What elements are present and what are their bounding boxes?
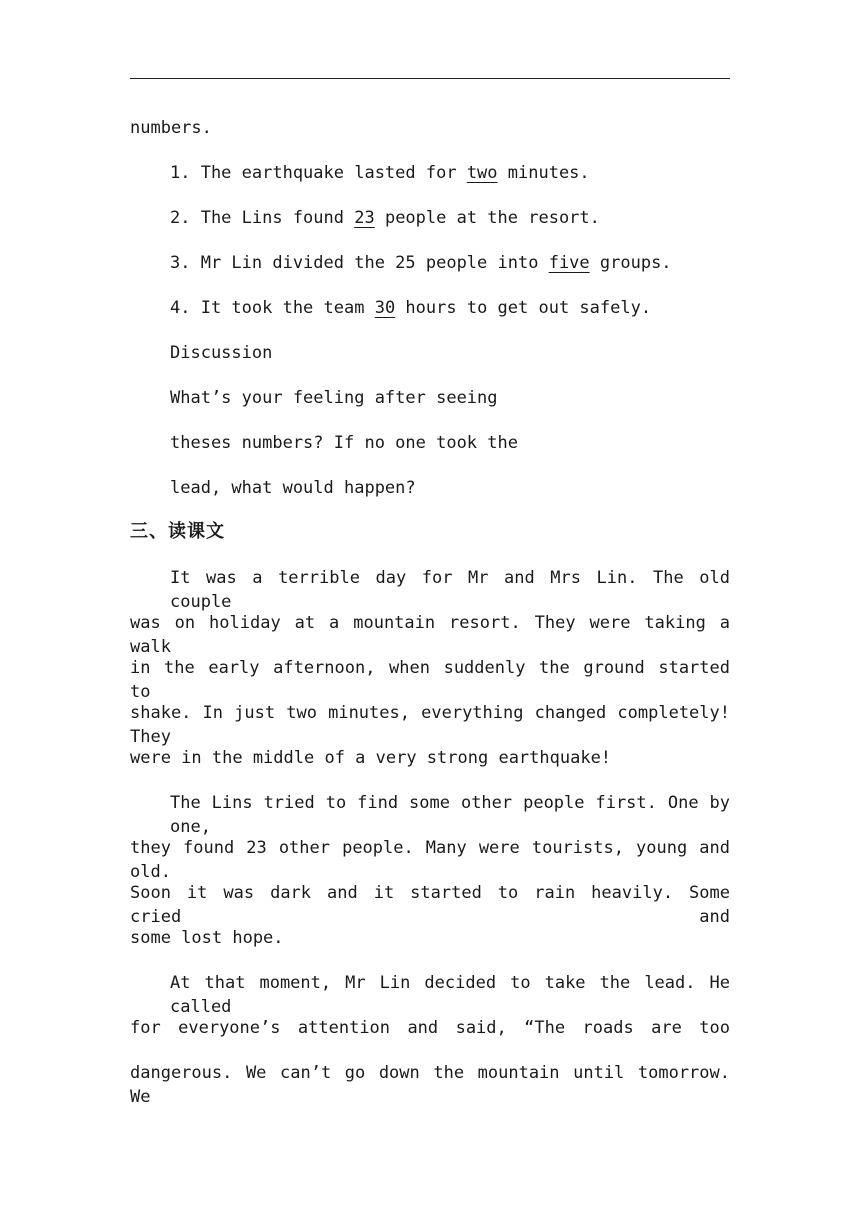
exercise-item-3: 3. Mr Lin divided the 25 people into five groups. [170, 253, 672, 273]
discussion-label: Discussion [170, 343, 273, 363]
passage-line: shake. In just two minutes, everything changed completely! They [130, 703, 730, 747]
answer-blank: 23 [354, 208, 375, 228]
passage-line: were in the middle of a very strong earthquake! [130, 748, 612, 768]
exercise-item-1: 1. The earthquake lasted for two minutes. [170, 163, 590, 183]
passage-line: The Lins tried to find some other people first. One by one, [170, 793, 730, 837]
passage-line: It was a terrible day for Mr and Mrs Lin. The old couple [170, 568, 730, 612]
answer-blank: two [466, 163, 498, 183]
passage-line: some lost hope. [130, 928, 284, 948]
passage-line: they found 23 other people. Many were tourists, young and old. [130, 838, 730, 882]
discussion-question-line: What’s your feeling after seeing [170, 388, 498, 408]
answer-blank: 30 [374, 298, 396, 318]
passage-line: Soon it was dark and it started to rain heavily. Some cried and [130, 883, 730, 927]
discussion-question-line: theses numbers? If no one took the [170, 433, 518, 453]
exercise-item-4: 4. It took the team 30 hours to get out safely. [170, 298, 652, 318]
discussion-question-line: lead, what would happen? [170, 478, 416, 498]
passage-line: At that moment, Mr Lin decided to take the lead. He called [170, 973, 730, 1017]
passage-line: was on holiday at a mountain resort. They were taking a walk [130, 613, 730, 657]
exercise-item-2: 2. The Lins found 23 people at the resort. [170, 208, 600, 228]
section-heading: 三、读课文 [130, 521, 225, 542]
passage-line: in the early afternoon, when suddenly the ground started to [130, 658, 730, 702]
header-rule [130, 78, 730, 79]
answer-blank: five [548, 253, 590, 273]
continuation-text: numbers. [130, 118, 212, 138]
passage-line: for everyone’s attention and said, “The roads are too [130, 1018, 730, 1038]
passage-line: dangerous. We can’t go down the mountain until tomorrow. We [130, 1063, 730, 1107]
